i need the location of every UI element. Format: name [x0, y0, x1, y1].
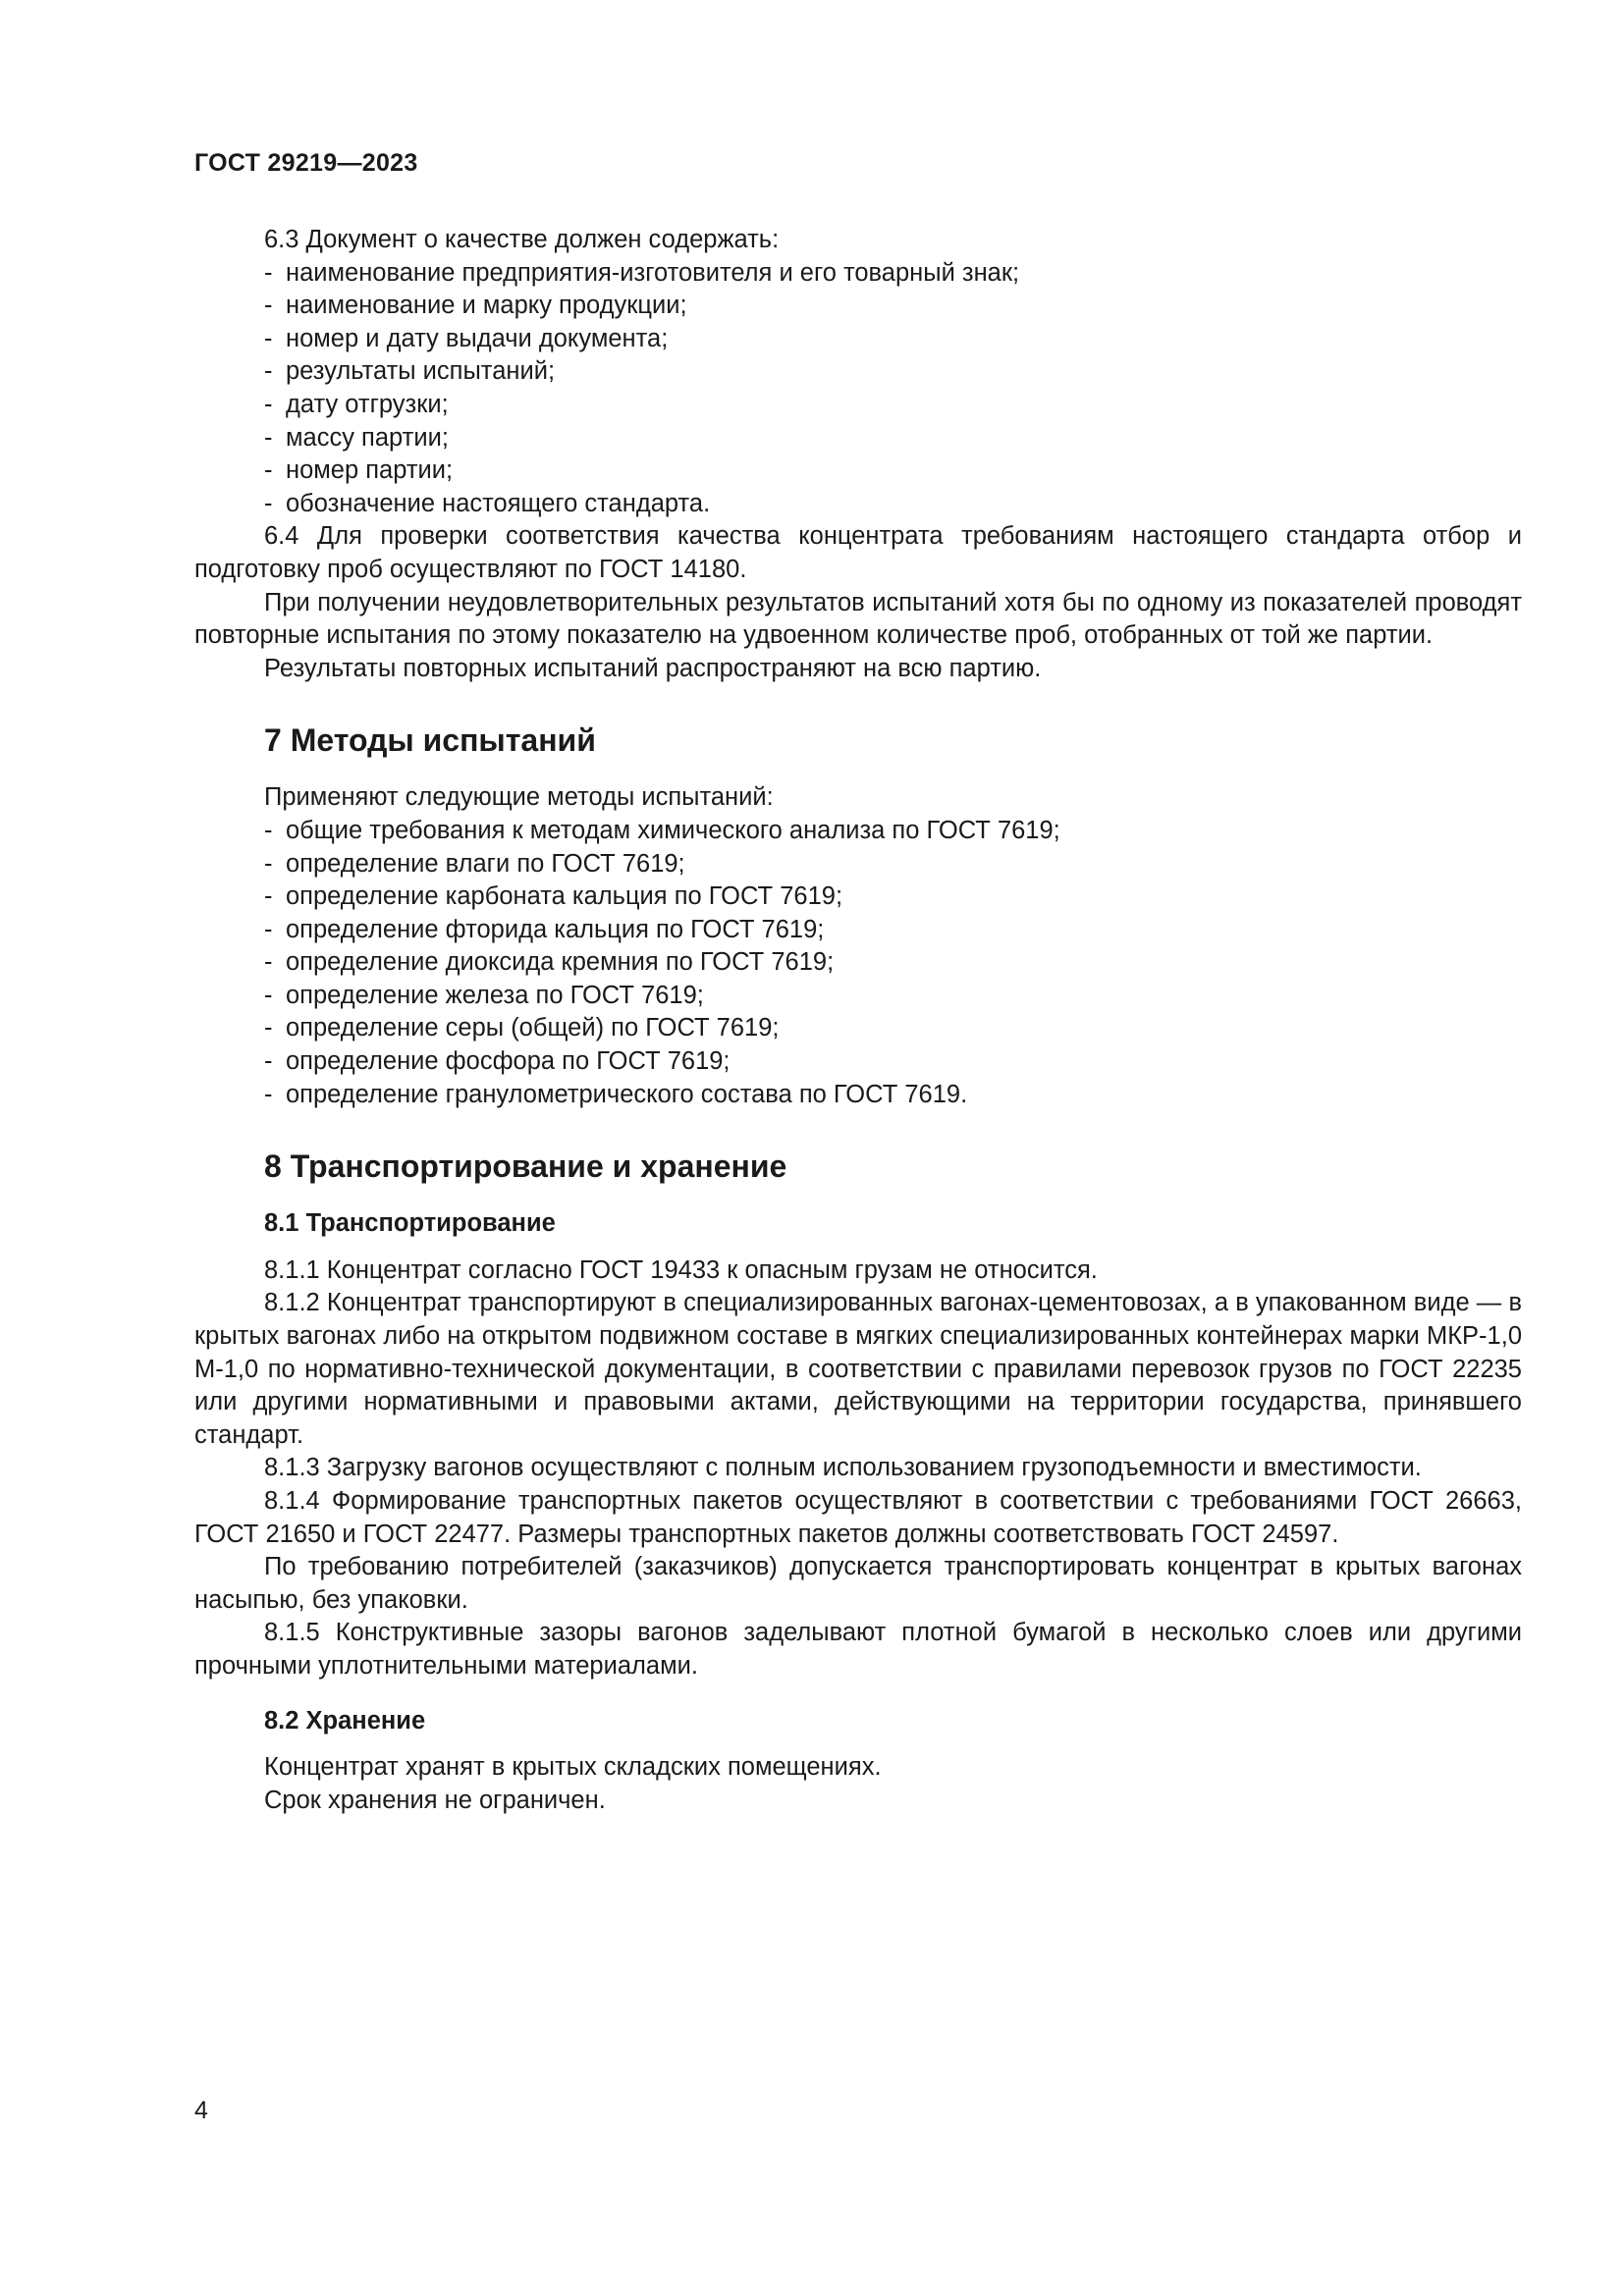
- section-7-heading: 7 Методы испытаний: [264, 722, 596, 759]
- paragraph: 8.1.5 Конструктивные зазоры вагонов заделывают плотной бумагой в несколько слоев или другими прочными уплотнительными материалами.: [194, 1619, 1522, 1680]
- paragraph: 8.1.1 Концентрат согласно ГОСТ 19433 к опасным грузам не относится.: [264, 1255, 1098, 1284]
- dash-bullet: -: [264, 292, 273, 320]
- dash-bullet: -: [264, 1014, 273, 1042]
- dash-bullet: -: [264, 948, 273, 977]
- page-number: 4: [194, 2097, 208, 2124]
- section-7-list: [194, 815, 1522, 1111]
- list-item: - обозначение настоящего стандарта.: [194, 488, 1522, 521]
- section-7-intro: Применяют следующие методы испытаний:: [264, 783, 774, 812]
- list-item: - определение серы (общей) по ГОСТ 7619;: [194, 1012, 1522, 1045]
- list-item: - наименование предприятия-изготовителя и его товарный знак;: [194, 257, 1522, 291]
- list-item: - массу партии;: [194, 422, 1522, 455]
- paragraph: При получении неудовлетворительных результатов испытаний хотя бы по одному из показателей проводят повторные испытания по этому показателю на удвоенном количестве проб, отобранных от той же партии.: [194, 588, 1522, 650]
- document-body: [194, 224, 1522, 1817]
- list-item: - определение влаги по ГОСТ 7619;: [194, 848, 1522, 881]
- dash-bullet: -: [264, 423, 273, 452]
- dash-bullet: -: [264, 1080, 273, 1108]
- paragraph: По требованию потребителей (заказчиков) допускается транспортировать концентрат в крытых вагонах насыпью, без упаковки.: [194, 1553, 1522, 1614]
- list-item: - дату отгрузки;: [194, 389, 1522, 422]
- dash-bullet: -: [264, 357, 273, 386]
- dash-bullet: -: [264, 1047, 273, 1076]
- list-item: - определение фторида кальция по ГОСТ 7619;: [194, 914, 1522, 947]
- dash-bullet: -: [264, 981, 273, 1009]
- section-8-2-heading: 8.2 Хранение: [264, 1706, 426, 1735]
- list-item: - наименование и марку продукции;: [194, 290, 1522, 323]
- section-8-1-heading: 8.1 Транспортирование: [264, 1209, 556, 1238]
- paragraph: 8.1.2 Концентрат транспортируют в специализированных вагонах-цементовозах, а в упакованном виде — в крытых вагонах либо на открытом подвижном составе в мягких специализированных контейнерах марки МКР-1,0 М-1,0 по нормативно-технической документации, в соответствии с правилами перевозок грузов по ГОСТ 22235 или другими нормативными и правовыми актами, действующими на территории государства, принявшего стандарт.: [194, 1289, 1522, 1449]
- paragraph: Срок хранения не ограничен.: [264, 1786, 606, 1814]
- list-item: - определение фосфора по ГОСТ 7619;: [194, 1045, 1522, 1079]
- dash-bullet: -: [264, 258, 273, 287]
- paragraph: 8.1.3 Загрузку вагонов осуществляют с полным использованием грузоподъемности и вместимости.: [264, 1454, 1422, 1482]
- paragraph: Результаты повторных испытаний распространяют на всю партию.: [264, 654, 1042, 682]
- list-item: - номер и дату выдачи документа;: [194, 323, 1522, 356]
- paragraph: Концентрат хранят в крытых складских помещениях.: [264, 1753, 882, 1782]
- dash-bullet: -: [264, 324, 273, 352]
- list-item: - общие требования к методам химического анализа по ГОСТ 7619;: [194, 815, 1522, 848]
- section-8-heading: 8 Транспортирование и хранение: [264, 1148, 787, 1185]
- paragraph: 8.1.4 Формирование транспортных пакетов осуществляют в соответствии с требованиями ГОСТ 26663, ГОСТ 21650 и ГОСТ 22477. Размеры транспортных пакетов должны соответствовать ГОСТ 24597.: [194, 1487, 1522, 1548]
- dash-bullet: -: [264, 849, 273, 878]
- section-6-3-list: [194, 257, 1522, 521]
- list-item: - определение карбоната кальция по ГОСТ 7619;: [194, 881, 1522, 914]
- dash-bullet: -: [264, 489, 273, 517]
- section-6-3-intro: 6.3 Документ о качестве должен содержать:: [264, 226, 780, 253]
- list-item: - определение железа по ГОСТ 7619;: [194, 980, 1522, 1013]
- dash-bullet: -: [264, 456, 273, 485]
- dash-bullet: -: [264, 390, 273, 418]
- list-item: - определение гранулометрического состава по ГОСТ 7619.: [194, 1079, 1522, 1112]
- list-item: - определение диоксида кремния по ГОСТ 7619;: [194, 946, 1522, 980]
- section-6-4-paragraph: 6.4 Для проверки соответствия качества концентрата требованиям настоящего стандарта отбор и подготовку проб осуществляют по ГОСТ 14180.: [194, 522, 1522, 583]
- list-item: - номер партии;: [194, 454, 1522, 488]
- dash-bullet: -: [264, 882, 273, 911]
- dash-bullet: -: [264, 915, 273, 943]
- dash-bullet: -: [264, 816, 273, 844]
- list-item: - результаты испытаний;: [194, 355, 1522, 389]
- document-code-header: ГОСТ 29219—2023: [194, 149, 418, 177]
